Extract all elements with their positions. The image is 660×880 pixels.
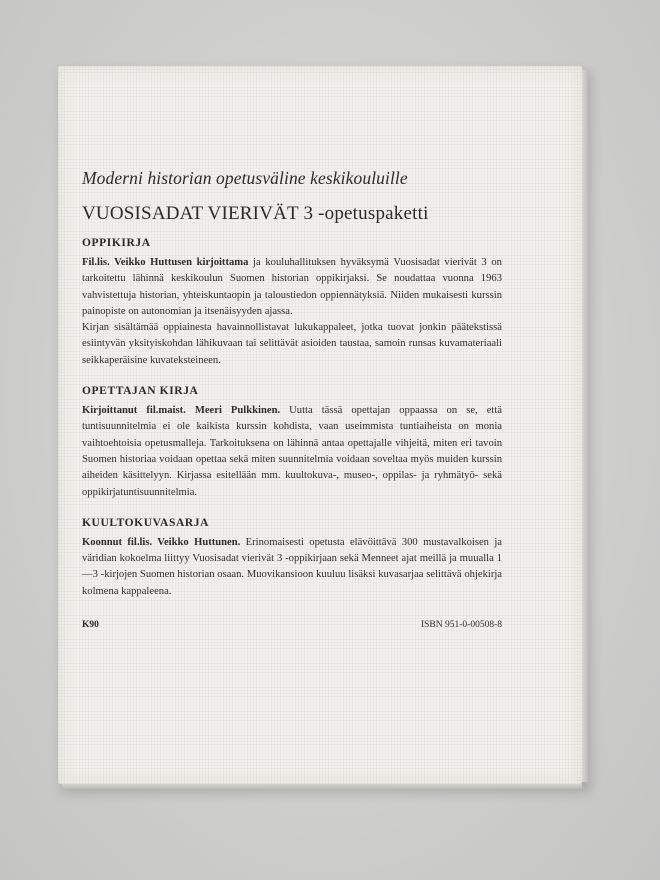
section-lead: Kirjoittanut fil.maist. Meeri Pulkkinen. (82, 405, 281, 417)
section-text: Uutta tässä opettajan oppaassa on se, että tuntisuunnitelmia ei ole kaikista kurssin kohdista, vaan useimmista tuntiaiheista on monia vaihtoehtoisia opetusmalleja. Tarkoituksena on lähinnä antaa opettajalle vihjeitä, miten eri tavoin Suomen historiaa voidaan opettaa sekä miten suunnitelmia voidaan soveltaa myös muiden kurssin aiheiden käsittelyyn. Kirjassa esitellään mm. kuultokuva-, museo-, oppilas- ja ryhmätyö- sekä oppikirjatuntisuunnitelmia. (82, 405, 503, 498)
section-heading-opettajan-kirja: OPETTAJAN KIRJA (82, 385, 199, 398)
page-edge-right (582, 70, 588, 782)
section-text: Erinomaisesti opetusta elävöittävä 300 mustavalkoisen ja väridian kokoelma liittyy Vuosisadat vierivät 3 -oppikirjaan sekä Menneet ajat meillä ja muualla 1—3 -kirjojen Suomen historian osaan. Muovikansioon kuuluu lisäksi kuvasarjaa selittävä ohjekirja kolmena kappaleena. (82, 536, 502, 597)
isbn: ISBN 951-0-00508-8 (420, 620, 502, 631)
cover-subtitle: Moderni historian opetusväline keskikouluille (82, 168, 408, 188)
section-heading-oppikirja: OPPIKIRJA (82, 237, 151, 249)
cover-text (82, 102, 502, 630)
product-code: K90 (82, 620, 99, 631)
section-lead: Fil.lis. Veikko Huttusen kirjoittama (82, 257, 249, 268)
section-text: ja kouluhallituksen hyväksymä Vuosisadat vierivät 3 on tarkoitettu lähinnä keskikoulun Suomen historian oppikirjaksi. Se noudattaa vuonna 1963 vahvistettuja historian, yhteiskuntaopin ja taloustiedon oppiennätyksiä. Niiden mukaisesti kurssin painopiste on autonomian ja itsenäisyyden ajassa. (82, 257, 502, 317)
section-lead: Koonnut fil.lis. Veikko Huttunen. (82, 536, 241, 548)
section-heading-kuultokuvasarja: KUULTOKUVASARJA (82, 516, 210, 529)
section-body-oppikirja (82, 255, 502, 320)
section-body-opettajan-kirja (82, 403, 502, 501)
cover-title: VUOSISADAT VIERIVÄT 3 -opetuspaketti (82, 203, 429, 224)
section-body-kuultokuvasarja (82, 535, 502, 600)
page-edge-bottom (62, 784, 582, 789)
section-body-oppikirja-2: Kirjan sisältämää oppiainesta havainnollistavat lukukappaleet, jotka tuovat jonkin päätekstissä esiintyvän yksityiskohdan lähikuvaan tai selittävät asioiden taustaa, samoin runsas kuvamateriaali seikkaperäisine kuvateksteineen. (82, 322, 502, 366)
cover-footer (82, 620, 502, 630)
